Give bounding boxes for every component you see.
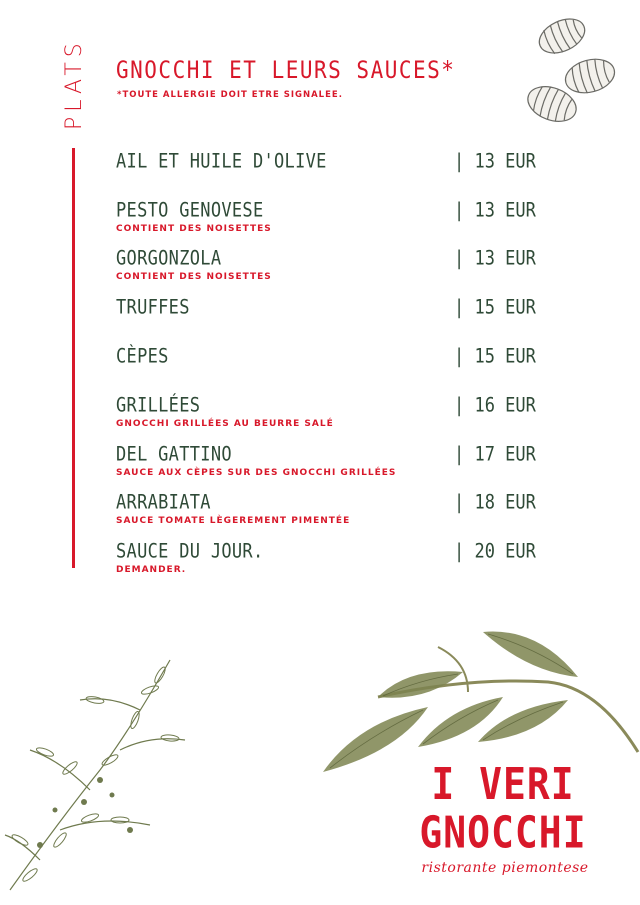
item-name: DEL GATTINO: [116, 443, 232, 466]
menu-item: [116, 540, 536, 575]
item-price: | 13 EUR: [454, 150, 536, 173]
item-price: | 18 EUR: [454, 491, 536, 514]
olive-branch-sketch-icon: [0, 640, 200, 895]
item-name: TRUFFES: [116, 296, 190, 319]
item-price: | 17 EUR: [454, 443, 536, 466]
menu-item: [116, 150, 536, 173]
item-price: | 16 EUR: [454, 394, 536, 417]
item-note: CONTIENT DES NOISETTES: [116, 272, 272, 282]
item-name: CÈPES: [116, 345, 169, 368]
menu-item: [116, 443, 536, 478]
item-name: SAUCE DU JOUR.: [116, 540, 264, 563]
item-price: | 15 EUR: [454, 345, 536, 368]
item-note: CONTIENT DES NOISETTES: [116, 224, 272, 234]
item-price: | 13 EUR: [454, 199, 536, 222]
gnocchi-illustration-icon: [522, 8, 632, 128]
section-divider: [72, 148, 75, 568]
brand-logo: [408, 760, 598, 857]
item-name: PESTO GENOVESE: [116, 199, 264, 222]
menu-item: [116, 247, 536, 282]
menu-title: GNOCCHI ET LEURS SAUCES*: [116, 56, 456, 84]
menu-item: [116, 345, 536, 368]
item-price: | 15 EUR: [454, 296, 536, 319]
menu-item: [116, 491, 536, 526]
item-note: DEMANDER.: [116, 565, 187, 575]
brand-line-1: I VERI: [431, 758, 575, 810]
menu-item: [116, 296, 536, 319]
item-name: ARRABIATA: [116, 491, 211, 514]
item-name: GORGONZOLA: [116, 247, 222, 270]
item-note: SAUCE TOMATE LÈGEREMENT PIMENTÉE: [116, 516, 351, 526]
brand-tagline: ristorante piemontese: [421, 860, 589, 876]
brand-line-2: GNOCCHI: [419, 807, 587, 858]
menu-item: [116, 199, 536, 234]
item-price: | 20 EUR: [454, 540, 536, 563]
allergy-note: *TOUTE ALLERGIE DOIT ETRE SIGNALEE.: [117, 90, 343, 100]
item-note: GNOCCHI GRILLÉES AU BEURRE SALÉ: [116, 419, 334, 429]
olive-leaves-watercolor-icon: [318, 622, 640, 772]
item-name: AIL ET HUILE D'OLIVE: [116, 150, 327, 173]
item-name: GRILLÉES: [116, 394, 201, 417]
item-note: SAUCE AUX CÈPES SUR DES GNOCCHI GRILLÉES: [116, 468, 397, 478]
item-price: | 13 EUR: [454, 247, 536, 270]
menu-item: [116, 394, 536, 429]
section-label: PLATS: [62, 38, 87, 130]
